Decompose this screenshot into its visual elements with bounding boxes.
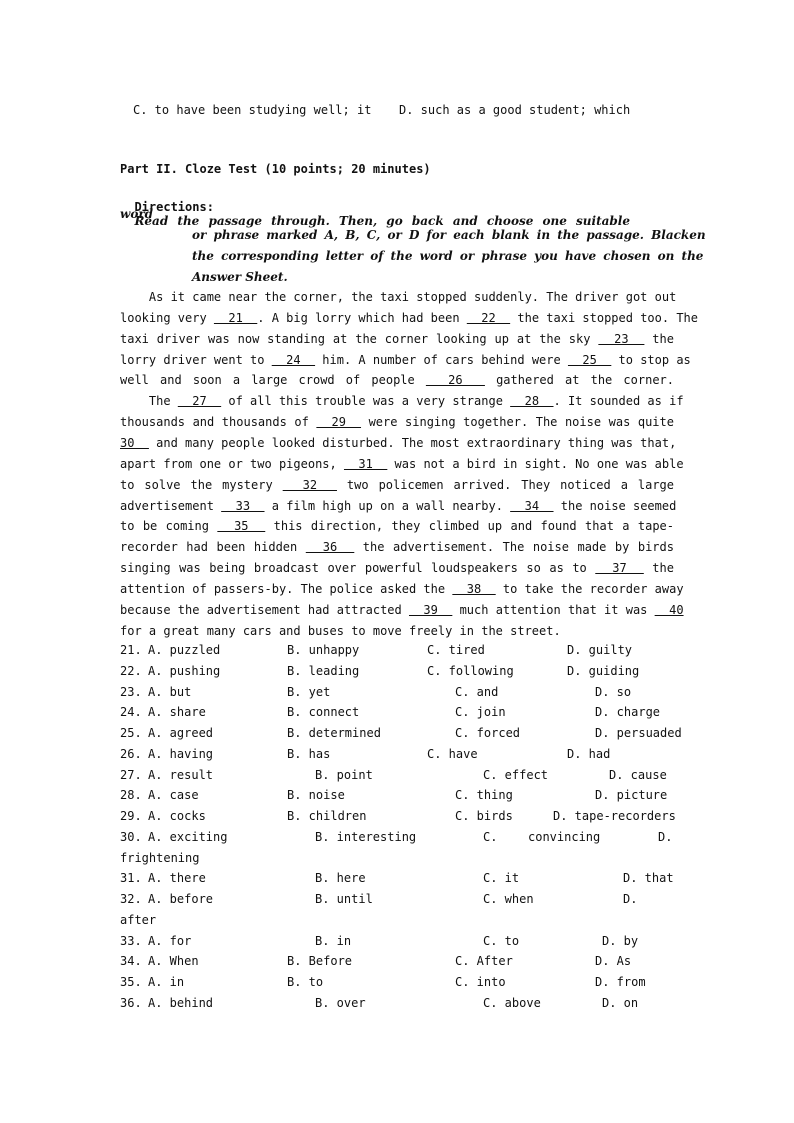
passage-line [120,353,691,367]
passage-line [120,290,676,304]
blank-number: 22 [466,310,511,325]
answer-option[interactable]: A. there [148,871,206,886]
question-number: 28. [120,788,142,803]
answer-option[interactable]: D. tape-recorders [553,809,676,823]
question-number: 34. [120,954,142,969]
answer-option[interactable]: B. until [315,892,373,906]
answer-option[interactable]: A. but [148,684,192,699]
answer-option[interactable]: D. picture [595,788,668,803]
blank-number: 24 [271,352,316,367]
passage-text: him. A number of cars behind were [315,352,568,367]
answer-option[interactable]: C. join [455,705,506,720]
answer-option[interactable]: C. when [483,892,534,906]
passage-line [120,478,674,492]
answer-option[interactable]: D. that [623,871,674,886]
answer-option[interactable]: D. had [567,746,611,761]
passage-text: to stop as [611,352,691,367]
answer-option[interactable]: B. connect [287,705,360,720]
answer-option[interactable]: D. persuaded [595,726,682,740]
passage-text: . A big lorry which had been [257,310,467,325]
passage-line [120,561,674,575]
blank-number: 34 [510,498,554,513]
answer-option[interactable]: C. to [483,933,520,948]
answer-option[interactable]: C. following [427,663,514,678]
answer-option-wrap[interactable]: frightening [120,850,200,865]
directions-line4: the corresponding letter of the word or phrase you have chosen on the [192,249,704,263]
directions-label: Directions: [134,200,214,214]
answer-option[interactable]: B. noise [287,788,345,803]
question-number: 26. [120,746,142,761]
question-number: 27. [120,767,142,782]
passage-line [120,415,674,429]
blank-number: 35 [217,519,266,534]
answer-option[interactable]: D. charge [595,705,661,720]
answer-option[interactable]: D. so [595,684,632,699]
answer-option[interactable]: D. [623,892,638,906]
answer-option[interactable]: B. Before [287,954,353,969]
directions-line2: word [120,207,154,221]
blank-number: 26 [425,373,485,388]
passage-text: and many people looked disturbed. The most extraordinary thing was that, [148,435,677,450]
passage-text: As it came near the corner, the taxi stopped suddenly. The driver got out [120,290,677,304]
blank-number: 39 [408,602,453,617]
directions-line1: Read the passage through. Then, go back and choose one suitable [134,214,630,228]
blank-number: 37 [595,561,644,576]
passage-text: . It sounded as if [553,394,684,409]
blank-number: 36 [305,540,355,555]
passage-text: of all this trouble was a very strange [221,394,511,409]
passage-text: the [644,331,674,346]
passage-text: taxi driver was now standing at the corner looking up at the sky [120,331,599,346]
answer-option[interactable]: B. unhappy [287,643,360,657]
answer-option[interactable]: C. have [427,746,478,761]
answer-option[interactable]: A. having [148,746,214,761]
answer-option[interactable]: A. cocks [148,809,206,823]
passage-line [120,603,684,617]
answer-option[interactable]: D. from [595,975,646,989]
passage-text: two policemen arrived. They noticed a large [336,477,674,492]
answer-option[interactable]: A. before [148,892,214,906]
blank-number: 29 [316,415,362,430]
blank-number: 27 [177,394,222,409]
question-number: 24. [120,705,142,720]
answer-option[interactable]: C. [483,829,498,844]
question-number: 35. [120,975,142,989]
answer-option[interactable]: A. for [148,933,192,948]
answer-option[interactable]: D. [658,829,673,844]
passage-line [120,436,676,450]
passage-line [120,373,674,387]
passage-text: looking very [120,310,214,325]
answer-option[interactable]: A. agreed [148,726,214,740]
passage-line [120,540,674,554]
question-number: 31. [120,871,142,886]
passage-text: were singing together. The noise was quite [361,415,674,430]
answer-option[interactable]: C. After [455,954,513,969]
question-number: 25. [120,726,142,740]
passage-line [120,457,684,471]
question-number: 33. [120,933,142,948]
answer-option[interactable]: D. by [602,933,639,948]
passage-text: this direction, they climbed up and found that a tape- [265,519,674,534]
answer-option[interactable]: D. guiding [567,663,640,678]
passage-text: to solve the mystery [120,477,283,492]
answer-option[interactable]: convincing [528,829,601,844]
question-number: 30. [120,829,142,844]
answer-option[interactable]: A. share [148,705,206,720]
answer-option[interactable]: C. effect [483,767,549,782]
answer-option[interactable]: A. in [148,975,185,989]
passage-text: much attention that it was [452,602,655,617]
passage-text: apart from one or two pigeons, [120,456,344,471]
answer-option[interactable]: B. over [315,995,366,1010]
passage-line [120,311,698,325]
answer-option[interactable]: C. thing [455,788,513,803]
passage-text: because the advertisement had attracted [120,602,409,617]
blank-number: 28 [510,394,554,409]
passage-text: lorry driver went to [120,352,272,367]
answer-option[interactable]: C. birds [455,809,513,823]
option-d-prev: D. such as a good student; which [399,103,631,117]
passage-text: the [643,561,674,576]
answer-option[interactable]: B. interesting [315,829,417,844]
answer-option[interactable]: B. in [315,933,352,948]
passage-text: singing was being broadcast over powerful loudspeakers so as to [120,561,596,576]
blank-number: 21 [213,310,258,325]
passage-text: was not a bird in sight. No one was able [387,456,684,471]
passage-text: to take the recorder away [495,581,684,596]
directions [120,186,676,228]
passage-text: attention of passers-by. The police asked the [120,581,453,596]
blank-number: 33 [221,498,265,513]
passage-text: to be coming [120,519,218,534]
directions-line5: Answer Sheet. [192,270,288,284]
blank-number: 31 [343,456,388,471]
blank-number: 32 [282,477,337,492]
answer-option[interactable]: B. to [287,975,324,989]
question-number: 32. [120,892,142,906]
question-number: 22. [120,663,142,678]
answer-option[interactable]: B. yet [287,684,331,699]
question-number: 23. [120,684,142,699]
answer-option[interactable]: A. When [148,954,199,969]
passage-text: The [120,394,178,409]
passage-text: thousands and thousands of [120,415,317,430]
question-number: 36. [120,995,142,1010]
passage-text: gathered at the corner. [484,373,674,388]
answer-option[interactable]: B. children [287,809,367,823]
passage-line [120,499,676,513]
answer-option[interactable]: C. into [455,975,506,989]
directions-line3: or phrase marked A, B, C, or D for each blank in the passage. Blacken [192,228,706,242]
passage-text: the noise seemed [553,498,677,513]
answer-option[interactable]: B. leading [287,663,360,678]
blank-number: 25 [567,352,612,367]
passage-text: the taxi stopped too. The [510,310,698,325]
answer-option[interactable]: D. on [602,995,639,1010]
answer-option[interactable]: C. above [483,995,541,1010]
answer-option[interactable]: C. it [483,871,520,886]
answer-option[interactable]: C. and [455,684,499,699]
answer-option[interactable]: A. pushing [148,663,221,678]
passage-line [120,394,684,408]
passage-text: the advertisement. The noise made by birds [354,540,674,555]
blank-number: 38 [452,581,496,596]
answer-option[interactable]: B. determined [287,726,381,740]
blank-number: 30 [120,435,149,450]
answer-option[interactable]: D. As [595,954,632,969]
passage-text: a film high up on a wall nearby. [264,498,511,513]
answer-option[interactable]: A. exciting [148,829,228,844]
answer-option-wrap[interactable]: after [120,912,157,927]
passage-text: advertisement [120,498,222,513]
question-number: 21. [120,643,142,657]
section-heading: Part II. Cloze Test (10 points; 20 minutes) [120,162,431,176]
passage-line [120,519,674,533]
question-number: 29. [120,809,142,823]
answer-option[interactable]: B. here [315,871,366,886]
passage-line [120,332,674,346]
passage-text: recorder had been hidden [120,540,306,555]
answer-option[interactable]: A. case [148,788,199,803]
blank-number: 40 [654,602,684,617]
answer-option[interactable]: A. behind [148,995,214,1010]
answer-option[interactable]: A. puzzled [148,643,221,657]
passage-line [120,624,561,638]
blank-number: 23 [598,331,645,346]
passage-line [120,582,684,596]
answer-option[interactable]: A. result [148,767,214,782]
passage-text: for a great many cars and buses to move freely in the street. [120,623,561,638]
answer-option[interactable]: B. point [315,767,373,782]
option-c-prev: C. to have been studying well; it [133,103,372,117]
answer-option[interactable]: D. cause [609,767,667,782]
answer-option[interactable]: C. forced [455,726,521,740]
answer-option[interactable]: D. guilty [567,643,633,657]
answer-option[interactable]: B. has [287,746,331,761]
answer-option[interactable]: C. tired [427,643,485,657]
passage-text: well and soon a large crowd of people [120,373,426,388]
